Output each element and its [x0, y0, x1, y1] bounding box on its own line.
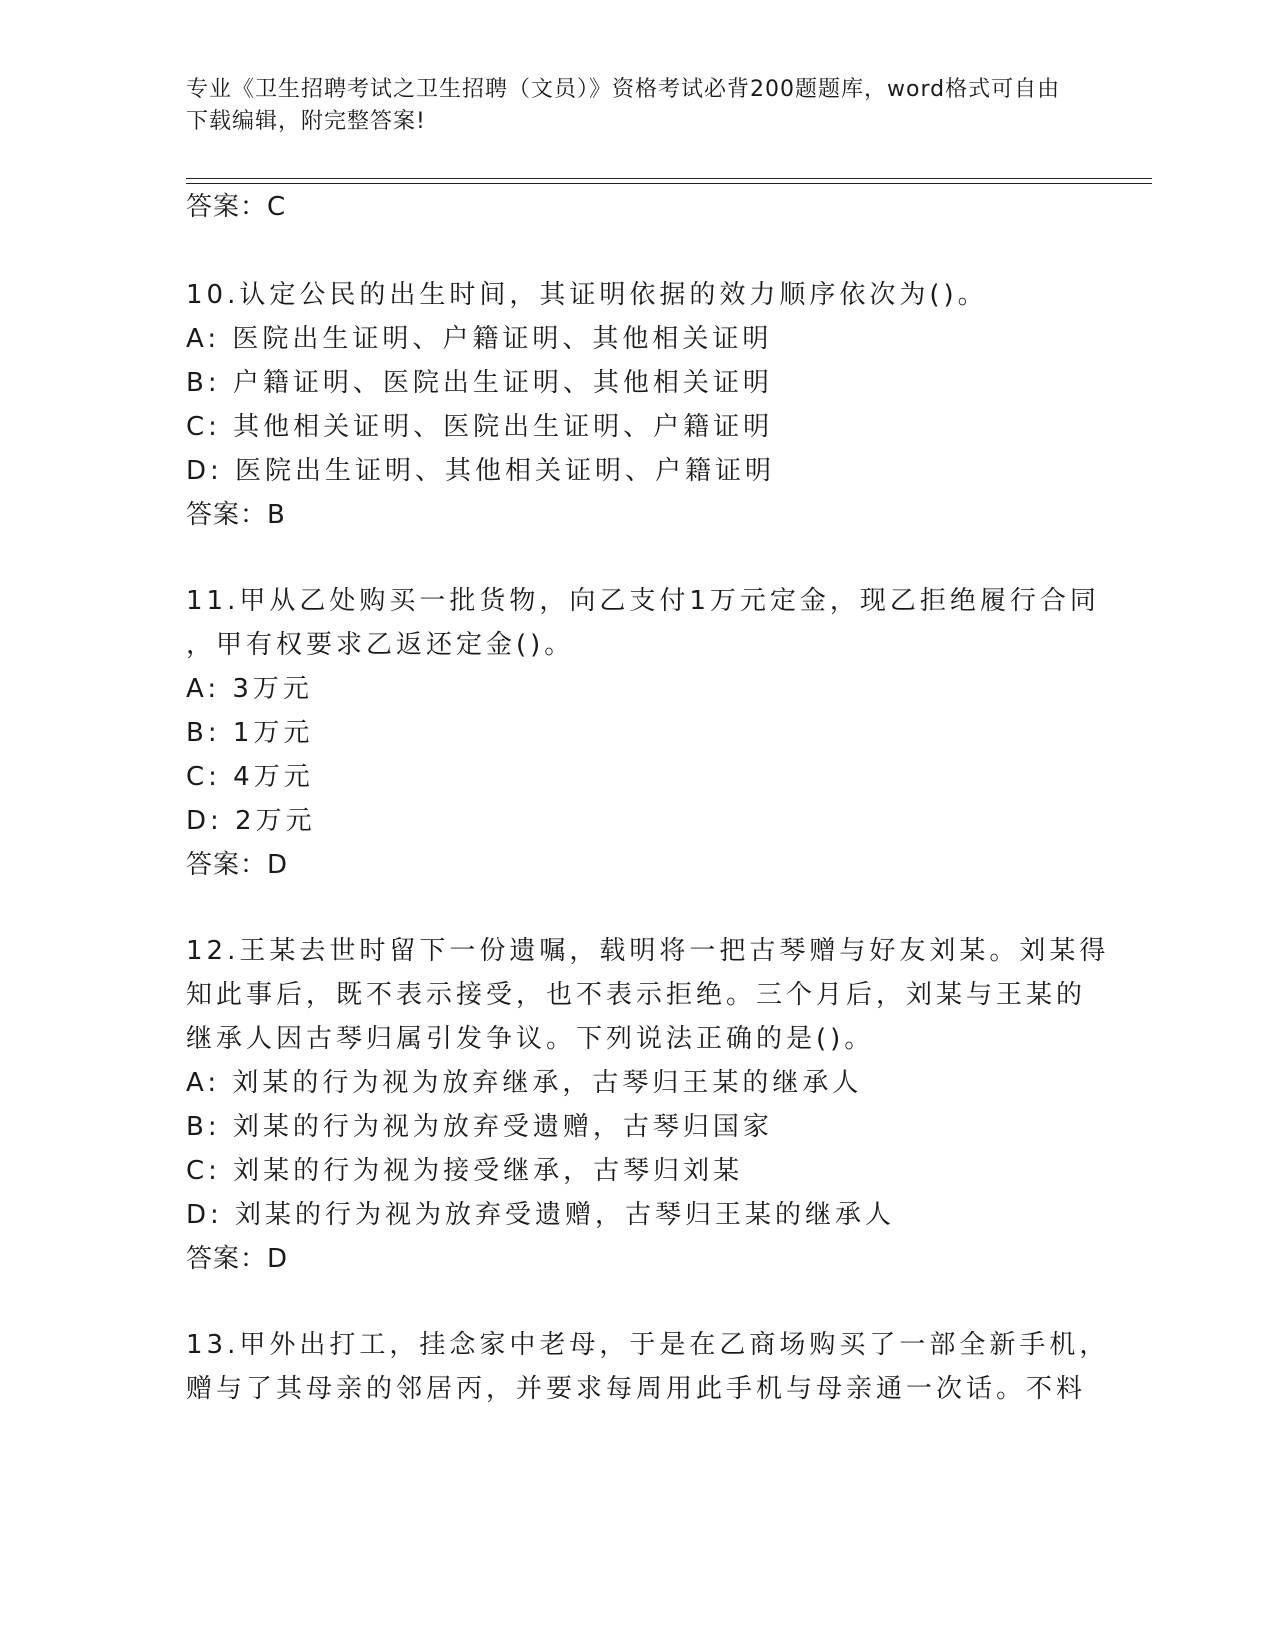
answer-9: 答案：C — [186, 192, 287, 222]
question-12-option-a: A: 刘某的行为视为放弃继承，古琴归王某的继承人 — [186, 1068, 863, 1098]
question-10-stem: 10.认定公民的出生时间，其证明依据的效力顺序依次为()。 — [186, 280, 988, 310]
answer-11: 答案：D — [186, 850, 289, 880]
question-12-stem-line-2: 知此事后，既不表示接受，也不表示拒绝。三个月后，刘某与王某的 — [186, 980, 1087, 1010]
question-10-option-c: C: 其他相关证明、医院出生证明、户籍证明 — [186, 412, 774, 442]
question-10-option-a: A: 医院出生证明、户籍证明、其他相关证明 — [186, 324, 773, 354]
question-11-option-d: D: 2万元 — [186, 806, 316, 836]
header-rule-top — [186, 178, 1152, 179]
question-11-option-a: A: 3万元 — [186, 674, 313, 704]
answer-10: 答案：B — [186, 500, 286, 530]
question-12-option-c: C: 刘某的行为视为接受继承，古琴归刘某 — [186, 1156, 744, 1186]
question-10-option-d: D: 医院出生证明、其他相关证明、户籍证明 — [186, 456, 776, 486]
question-13-stem-line-2: 赠与了其母亲的邻居丙，并要求每周用此手机与母亲通一次话。不料 — [186, 1374, 1087, 1404]
question-11-option-c: C: 4万元 — [186, 762, 314, 792]
question-13-stem-line-1: 13.甲外出打工，挂念家中老母，于是在乙商场购买了一部全新手机， — [186, 1330, 1110, 1360]
document-header: 专业《卫生招聘考试之卫生招聘（文员）》资格考试必背200题题库，word格式可自由下载编辑，附完整答案! — [186, 77, 1061, 134]
question-11-option-b: B: 1万元 — [186, 718, 314, 748]
question-12-option-b: B: 刘某的行为视为放弃受遗赠，古琴归国家 — [186, 1112, 773, 1142]
answer-12: 答案：D — [186, 1244, 289, 1274]
question-11-stem-line-1: 11.甲从乙处购买一批货物，向乙支付1万元定金，现乙拒绝履行合同 — [186, 586, 1100, 616]
question-10-option-b: B: 户籍证明、医院出生证明、其他相关证明 — [186, 368, 773, 398]
question-12-stem-line-3: 继承人因古琴归属引发争议。下列说法正确的是()。 — [186, 1024, 875, 1054]
question-11-stem-line-2: ，甲有权要求乙返还定金()。 — [186, 630, 575, 660]
question-12-option-d: D: 刘某的行为视为放弃受遗赠，古琴归王某的继承人 — [186, 1200, 896, 1230]
question-12-stem-line-1: 12.王某去世时留下一份遗嘱，载明将一把古琴赠与好友刘某。刘某得 — [186, 936, 1110, 966]
header-rule-bottom — [186, 183, 1152, 184]
